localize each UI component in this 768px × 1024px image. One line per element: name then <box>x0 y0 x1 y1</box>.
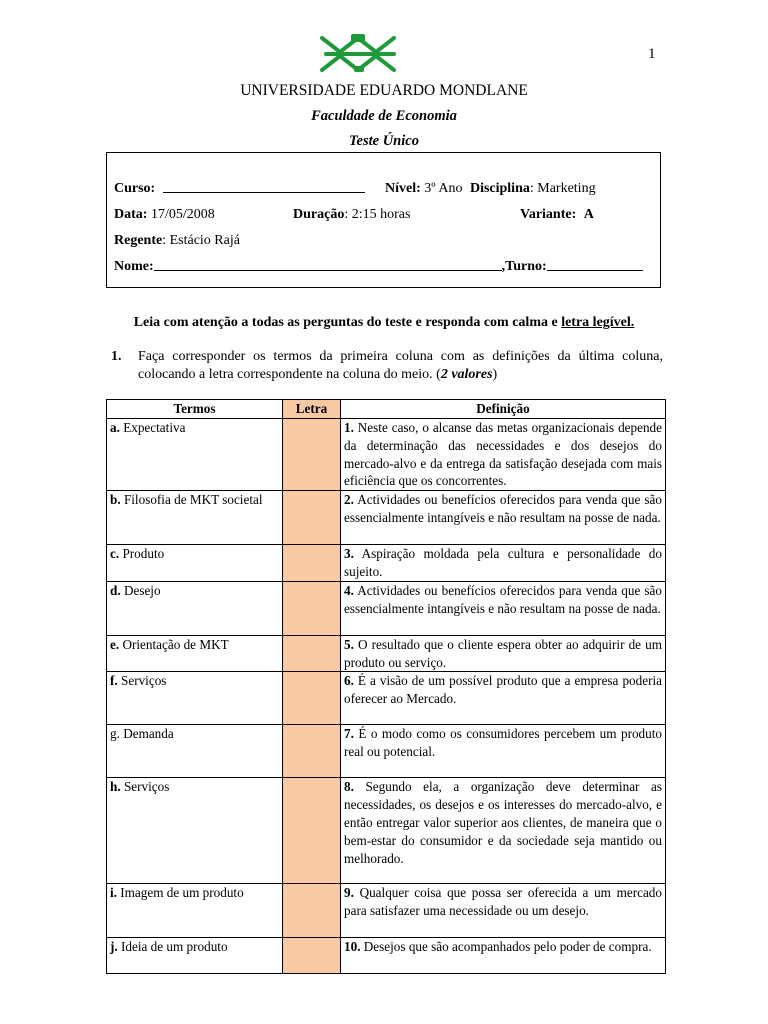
definition-cell <box>341 581 666 635</box>
instruction-underlined: letra legível. <box>561 315 635 330</box>
term-letter: d. <box>110 582 121 598</box>
term-letter: a. <box>110 420 120 435</box>
definition-number: 1. <box>344 420 354 435</box>
letra-cell[interactable] <box>283 545 341 582</box>
term-text: Imagem de um produto <box>116 885 244 901</box>
term-letter: c. <box>110 546 120 562</box>
definition-number: 9. <box>344 885 354 901</box>
term-text: Orientação de MKT <box>119 636 229 652</box>
definition-cell <box>341 635 666 672</box>
letra-cell[interactable] <box>283 672 341 725</box>
definition-text: Neste caso, o alcanse das metas organizacionais depende da determinação das necessidades e dos desejos do mercado-alvo e da entrega da satisfação desejada com mais eficiência que os concorrentes. <box>344 420 662 489</box>
data-row <box>114 207 215 223</box>
definition-text: É o modo como os consumidores percebem um produto real ou potencial. <box>344 726 662 760</box>
definition-number: 6. <box>344 673 354 689</box>
term-letter: h. <box>110 779 121 795</box>
term-cell <box>107 491 283 545</box>
curso-blank[interactable] <box>163 191 365 193</box>
definition-cell <box>341 725 666 778</box>
table-header-row <box>107 400 666 419</box>
term-text: Ideia de um produto <box>117 939 228 955</box>
term-text: Expectativa <box>119 420 186 435</box>
definition-cell <box>341 545 666 582</box>
data-value: 17/05/2008 <box>150 207 215 222</box>
letra-cell[interactable] <box>283 581 341 635</box>
question-text <box>138 348 663 384</box>
term-letter: i. <box>110 885 117 901</box>
definition-text: O resultado que o cliente espera obter ao adquirir de um produto ou serviço. <box>344 636 662 670</box>
university-name: UNIVERSIDADE EDUARDO MONDLANE <box>240 82 528 99</box>
duracao-row <box>293 207 410 223</box>
table-row <box>107 545 666 582</box>
turno-label: ,Turno: <box>501 259 547 274</box>
regente-row <box>114 233 240 249</box>
question-body: Faça corresponder os termos da primeira coluna com as definições da última coluna, colocando a letra correspondente na coluna do meio. ( <box>138 349 663 382</box>
definition-number: 3. <box>344 546 354 562</box>
definition-number: 4. <box>344 582 354 598</box>
test-title: Teste Único <box>349 133 419 149</box>
question-close: ) <box>492 367 498 382</box>
definition-text: Segundo ela, a organização deve determinar as necessidades, os desejos e os interesses do mercado-alvo, e então entregar valor superior aos clientes, de maneira que o bem-estar do consumidor e da sociedade seja mantido ou melhorado. <box>344 779 662 866</box>
definition-cell <box>341 672 666 725</box>
variante-label: Variante: <box>520 207 577 222</box>
variante-row <box>520 207 594 223</box>
turno-blank[interactable] <box>547 269 643 271</box>
definition-text: Actividades ou benefícios oferecidos para venda que são essencialmente intangíveis e não resultam na posse de nada. <box>344 492 662 525</box>
instruction-text: Leia com atenção a todas as perguntas do teste e responda com calma e <box>133 315 562 330</box>
definition-cell <box>341 419 666 491</box>
definition-number: 5. <box>344 636 354 652</box>
nome-row <box>114 259 643 275</box>
definition-text: Aspiração moldada pela cultura e personalidade do sujeito. <box>344 546 662 579</box>
definition-text: Actividades ou benefícios oferecidos para venda que são essencialmente intangíveis e não resultam na posse de nada. <box>344 582 662 616</box>
definition-number: 2. <box>344 492 354 508</box>
table-row <box>107 672 666 725</box>
header-definicao: Definição <box>341 400 666 419</box>
nivel-value: 3º Ano <box>424 181 463 196</box>
table-row <box>107 884 666 938</box>
table-row <box>107 725 666 778</box>
term-text: Produto <box>119 546 165 562</box>
table-row <box>107 778 666 884</box>
letra-cell[interactable] <box>283 725 341 778</box>
curso-label: Curso: <box>114 181 156 196</box>
instruction <box>0 315 768 331</box>
data-label: Data: <box>114 207 148 222</box>
term-text: Serviços <box>120 779 170 795</box>
definition-number: 7. <box>344 726 354 742</box>
duracao-value: : 2:15 horas <box>344 207 411 222</box>
question-1 <box>111 348 663 384</box>
letra-cell[interactable] <box>283 491 341 545</box>
definition-text: É a visão de um possível produto que a empresa poderia oferecer ao Mercado. <box>344 673 662 707</box>
nome-label: Nome: <box>114 259 154 274</box>
term-text: Filosofia de MKT societal <box>120 492 263 508</box>
table-row <box>107 635 666 672</box>
table-row <box>107 491 666 545</box>
table-row <box>107 938 666 974</box>
term-letter: f. <box>110 673 118 689</box>
table-row <box>107 419 666 491</box>
term-cell <box>107 672 283 725</box>
table-row <box>107 581 666 635</box>
duracao-label: Duração <box>293 207 345 222</box>
faculty-name: Faculdade de Economia <box>311 108 457 124</box>
term-letter: j. <box>110 939 118 955</box>
letra-cell[interactable] <box>283 938 341 974</box>
term-text: Serviços <box>117 673 167 689</box>
regente-value: : Estácio Rajá <box>162 233 240 248</box>
term-cell <box>107 635 283 672</box>
page-number: 1 <box>648 46 656 62</box>
variante-value: A <box>583 207 594 222</box>
regente-label: Regente <box>114 233 163 248</box>
term-cell <box>107 725 283 778</box>
definition-cell <box>341 938 666 974</box>
letra-cell[interactable] <box>283 884 341 938</box>
university-logo <box>318 32 402 76</box>
letra-cell[interactable] <box>283 778 341 884</box>
letra-cell[interactable] <box>283 635 341 672</box>
term-cell <box>107 778 283 884</box>
matching-table <box>106 399 666 974</box>
definition-cell <box>341 778 666 884</box>
question-points: 2 valores <box>440 367 493 382</box>
term-cell <box>107 419 283 491</box>
nivel-label: Nível: <box>385 181 421 196</box>
term-text: Desejo <box>120 582 161 598</box>
term-cell <box>107 884 283 938</box>
definition-cell <box>341 491 666 545</box>
definition-text: Qualquer coisa que possa ser oferecida a um mercado para satisfazer uma necessidade ou um desejo. <box>344 885 662 919</box>
header-termos: Termos <box>107 400 283 419</box>
disciplina-label: Disciplina <box>469 181 530 196</box>
nome-blank[interactable] <box>154 269 502 271</box>
definition-cell <box>341 884 666 938</box>
nivel-row <box>385 181 596 197</box>
term-letter: b. <box>110 492 121 508</box>
term-letter: e. <box>110 636 120 652</box>
letra-cell[interactable] <box>283 419 341 491</box>
definition-number: 8. <box>344 779 354 795</box>
term-cell <box>107 545 283 582</box>
term-text: g. Demanda <box>110 726 174 742</box>
curso-row <box>114 181 365 197</box>
disciplina-value: : Marketing <box>529 181 596 196</box>
definition-text: Desejos que são acompanhados pelo poder de compra. <box>360 939 652 955</box>
student-info-box <box>106 152 661 288</box>
term-cell <box>107 581 283 635</box>
question-number: 1. <box>111 349 122 364</box>
term-cell <box>107 938 283 974</box>
header-letra: Letra <box>283 400 341 419</box>
definition-number: 10. <box>344 939 361 955</box>
